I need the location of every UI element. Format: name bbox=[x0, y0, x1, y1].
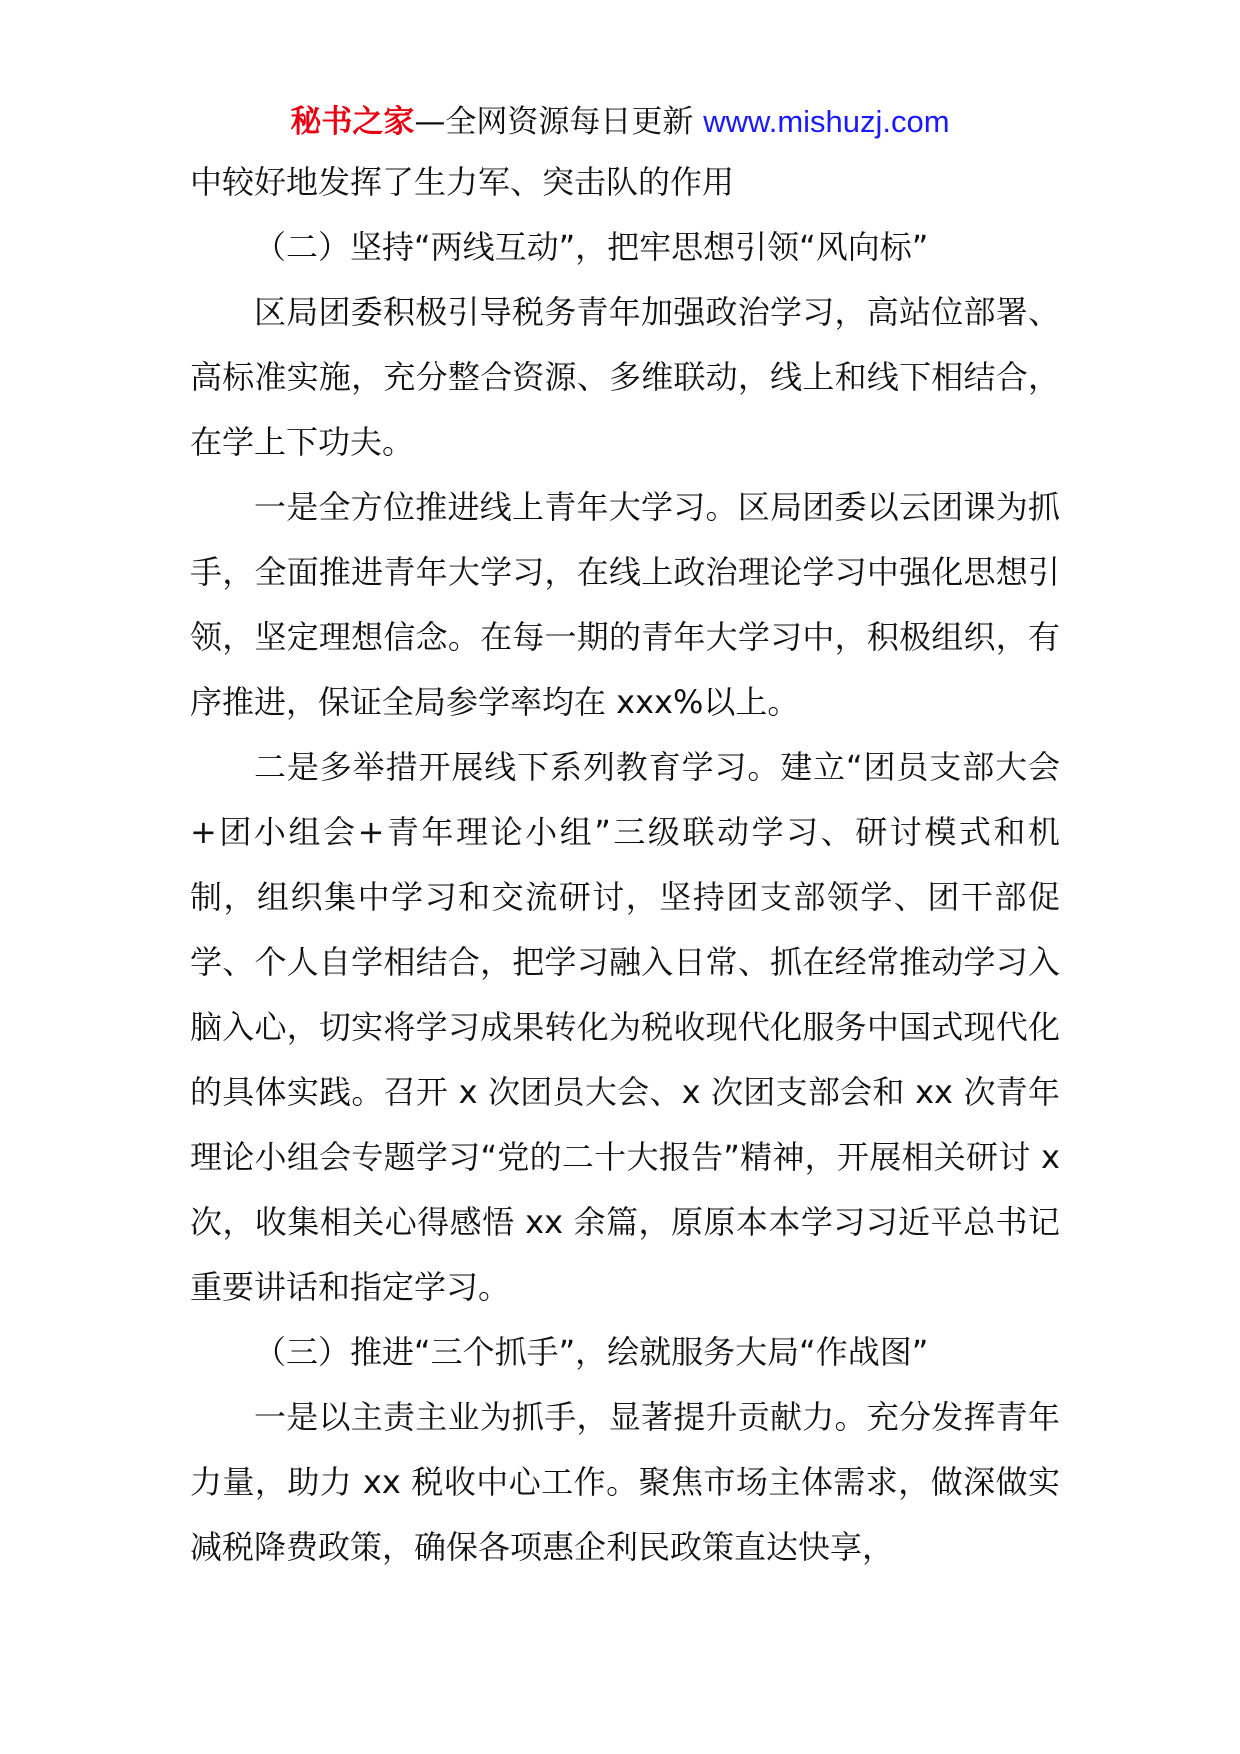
header-tagline: —全网资源每日更新 bbox=[414, 104, 704, 140]
paragraph-intro: 区局团委积极引导税务青年加强政治学习，高站位部署、高标准实施，充分整合资源、多维联动，线上和线下相结合，在学上下功夫。 bbox=[190, 293, 1060, 461]
paragraph-continuation: 中较好地发挥了生力军、突击队的作用 bbox=[190, 163, 735, 201]
site-url: www.mishuzj.com bbox=[703, 104, 950, 139]
section-heading-2: （二）坚持“两线互动”，把牢思想引领“风向标” bbox=[254, 228, 929, 266]
brand-name: 秘书之家 bbox=[290, 104, 415, 140]
section-heading-3: （三）推进“三个抓手”，绘就服务大局“作战图” bbox=[254, 1333, 929, 1371]
document-body bbox=[190, 150, 1060, 1580]
paragraph-offline-study: 二是多举措开展线下系列教育学习。建立“团员支部大会+团小组会+青年理论小组”三级联动学习、研讨模式和机制，组织集中学习和交流研讨，坚持团支部领学、团干部促学、个人自学相结合，把学习融入日常、抓在经常推动学习入脑入心，切实将学习成果转化为税收现代化服务中国式现代化的具体实践。召开 x 次团员大会、x 次团支部会和 xx 次青年理论小组会专题学习“党的二十大报告”精神，开展相关研讨 x 次，收集相关心得感悟 xx 余篇，原原本本学习习近平总书记重要讲话和指定学习。 bbox=[190, 748, 1060, 1306]
watermark-header bbox=[0, 100, 1240, 144]
paragraph-online-study: 一是全方位推进线上青年大学习。区局团委以云团课为抓手，全面推进青年大学习，在线上政治理论学习中强化思想引领，坚定理想信念。在每一期的青年大学习中，积极组织，有序推进，保证全局参学率均在 xxx%以上。 bbox=[190, 488, 1060, 721]
paragraph-main-duty: 一是以主责主业为抓手，显著提升贡献力。充分发挥青年力量，助力 xx 税收中心工作。聚焦市场主体需求，做深做实减税降费政策，确保各项惠企利民政策直达快享， bbox=[190, 1398, 1060, 1566]
